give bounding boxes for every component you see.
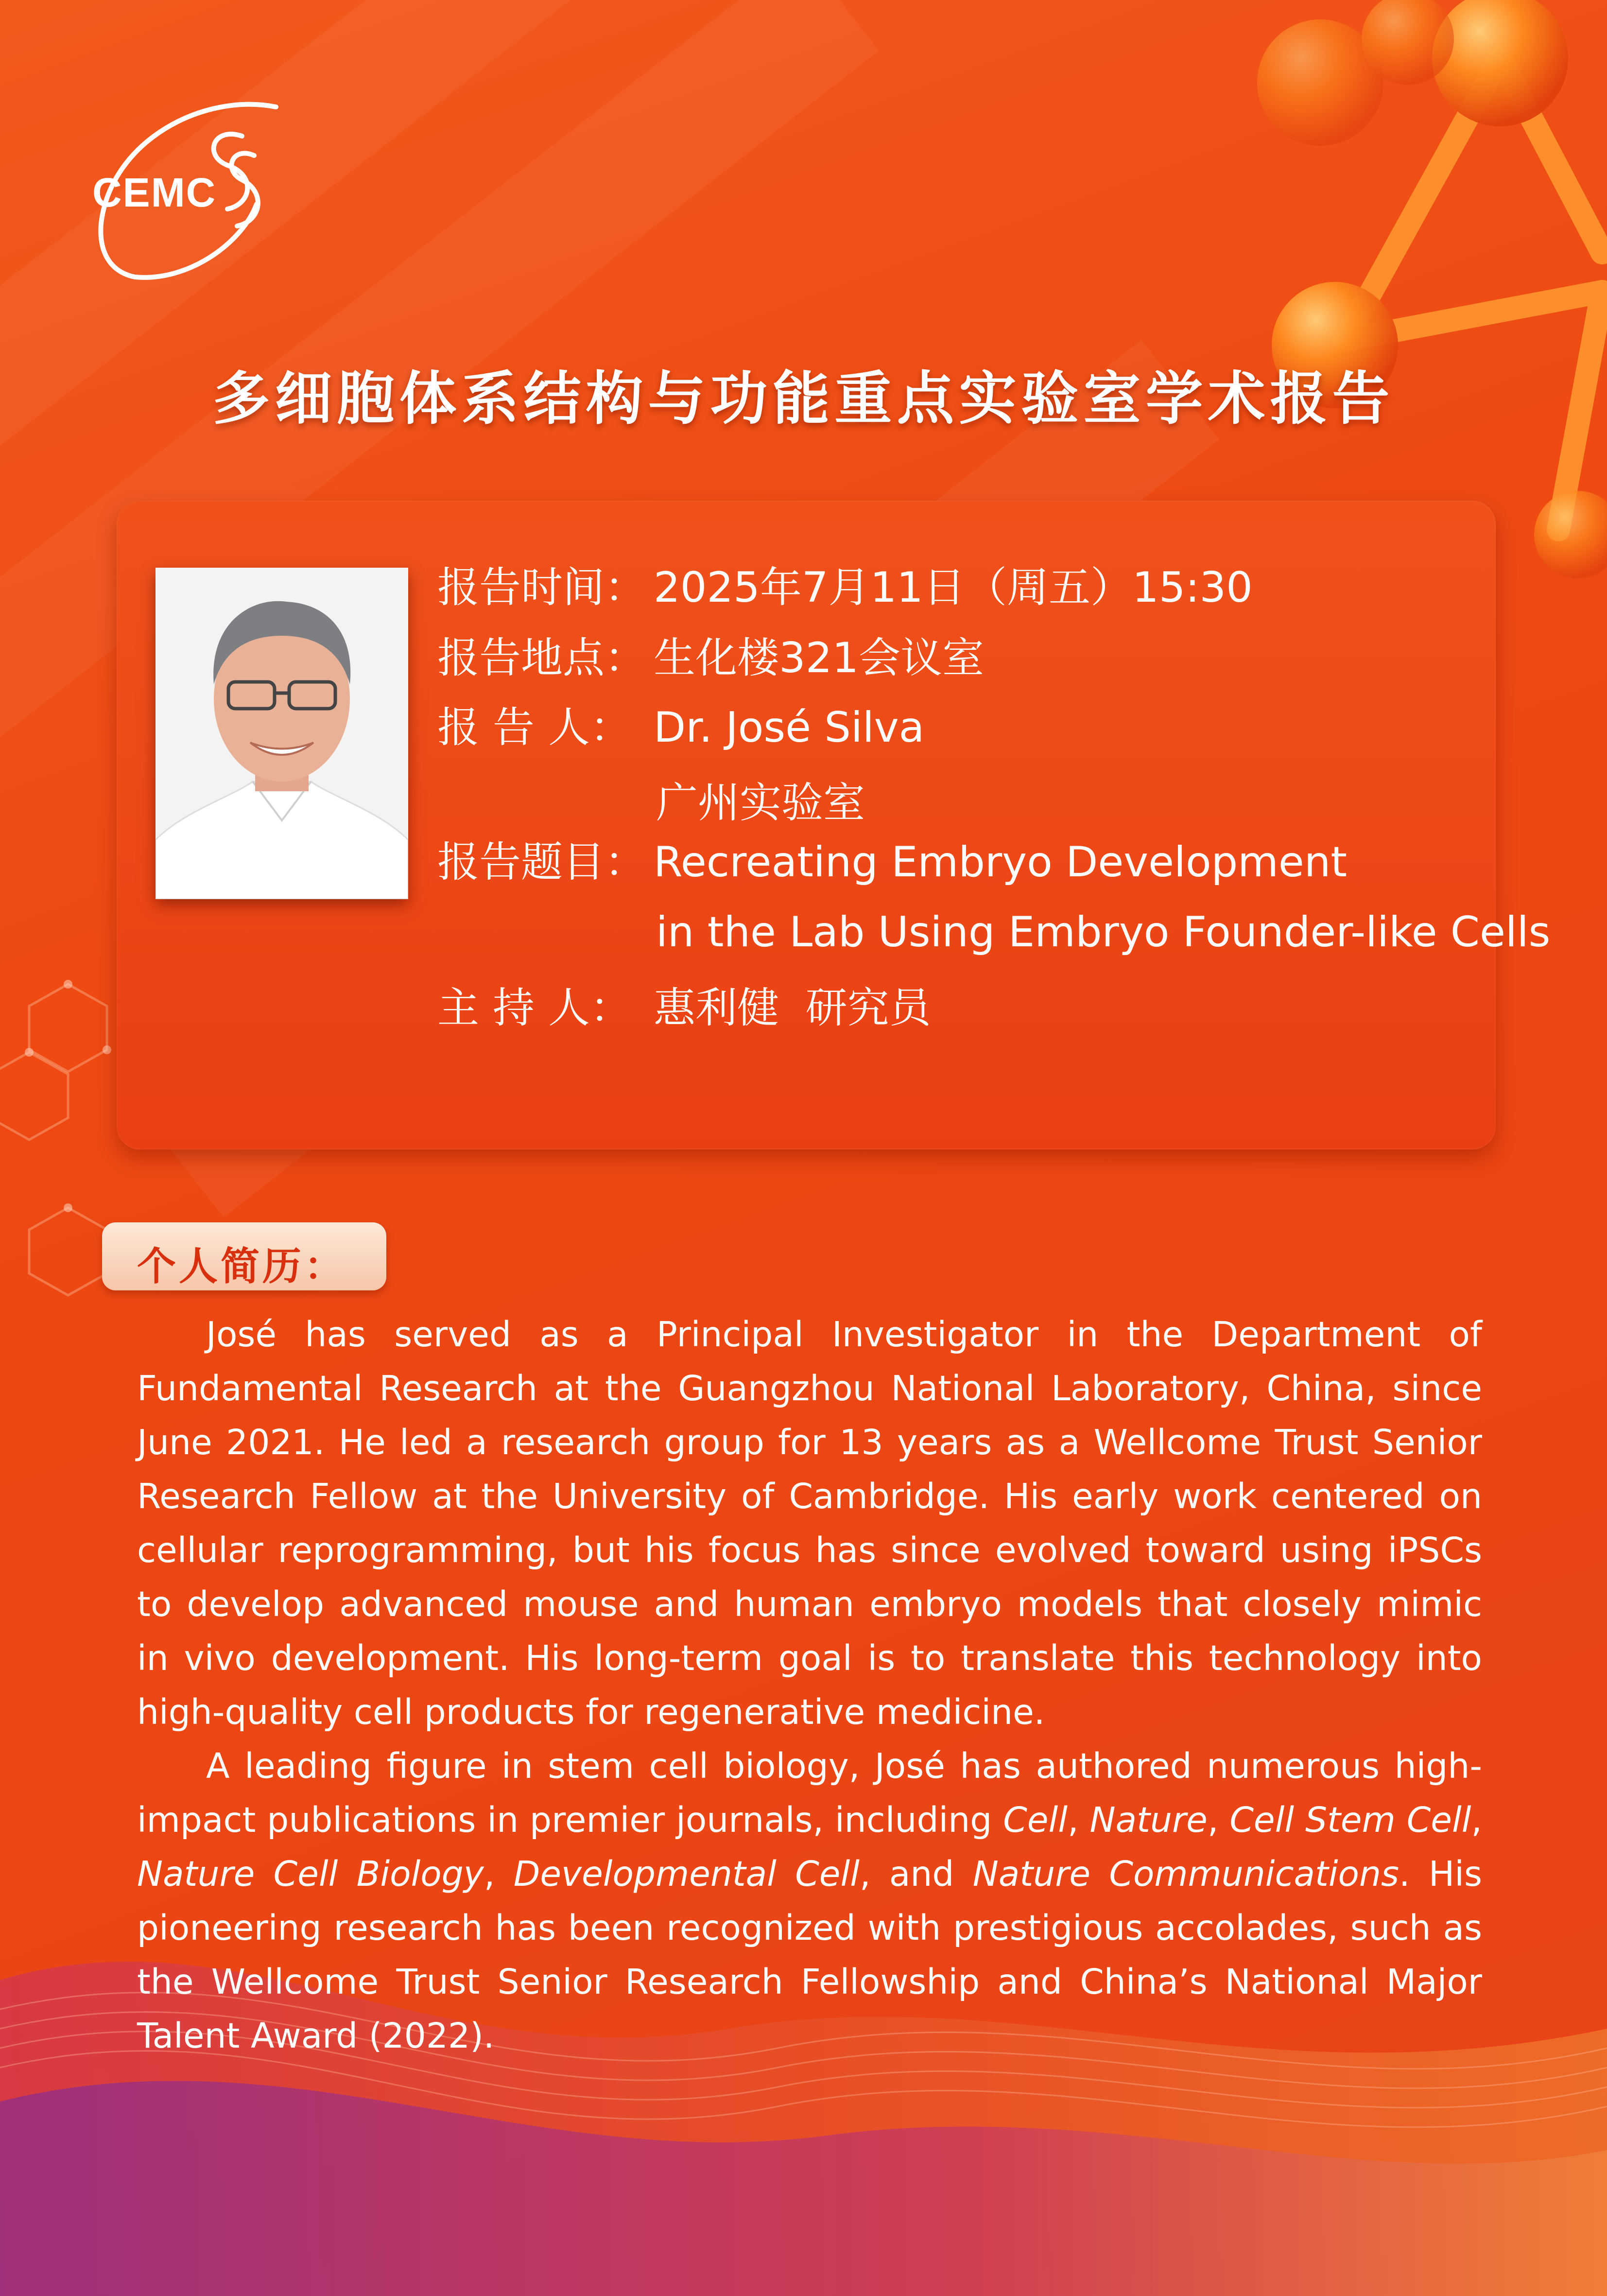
page-title: 多细胞体系结构与功能重点实验室学术报告 [212,365,1395,432]
bio-heading: 个人简历： [137,1244,346,1289]
speaker-row [437,704,924,752]
report-topic-row [437,838,1347,887]
bio-heading-tab [102,1222,386,1290]
report-time-value: 2025年7月11日（周五）15:30 [654,563,1253,612]
report-topic-line1: Recreating Embryo Development [654,838,1348,887]
report-place-row [437,634,984,682]
speaker-portrait-icon [156,568,408,899]
bio-paragraph-1: José has served as a Principal Investigator in the Department of Fundamental Research at the Guangzhou National Laboratory, China, since June 2021. He led a research group for 13 years as a Wellcome Trust Senior Research Fellow at the University of Cambridge. His early work centered on cellular reprogramming, but his focus has since evolved toward using iPSCs to develop advanced mouse and human embryo models that closely mimic in vivo development. His long-term goal is to translate this technology into high-quality cell products for regenerative medicine. [137,1314,1482,1732]
logo-text: CEMC [92,170,217,215]
molecule-decoration [1072,0,1607,583]
bio-paragraph-2: A leading figure in stem cell biology, José has authored numerous high-impact publications in premier journals, including Cell, Nature, Cell Stem Cell, Nature Cell Biology, Developmental Cell, and Nature Communications. His pioneering research has been recognized with prestigious accolades, such as the Wellcome Trust Senior Research Fellowship and China’s National Major Talent Award (2022). [137,1746,1482,2056]
report-topic-label: 报告题目： [437,838,646,887]
host-row [437,984,931,1032]
speaker-affiliation: 广州实验室 [656,779,865,827]
report-time-row [437,564,1253,612]
speaker-name: Dr. José Silva [654,703,925,752]
host-label: 主 持 人： [437,984,632,1032]
cemc-logo [82,97,286,292]
report-topic-line2: in the Lab Using Embryo Founder-like Cells [656,908,1551,957]
speaker-photo [156,568,408,899]
report-time-label: 报告时间： [437,563,646,612]
bio-text [137,1307,1482,2063]
report-place-value: 生化楼321会议室 [654,634,985,682]
report-place-label: 报告地点： [437,634,646,682]
speaker-label: 报 告 人： [437,703,632,752]
host-value: 惠利健 研究员 [654,984,931,1032]
